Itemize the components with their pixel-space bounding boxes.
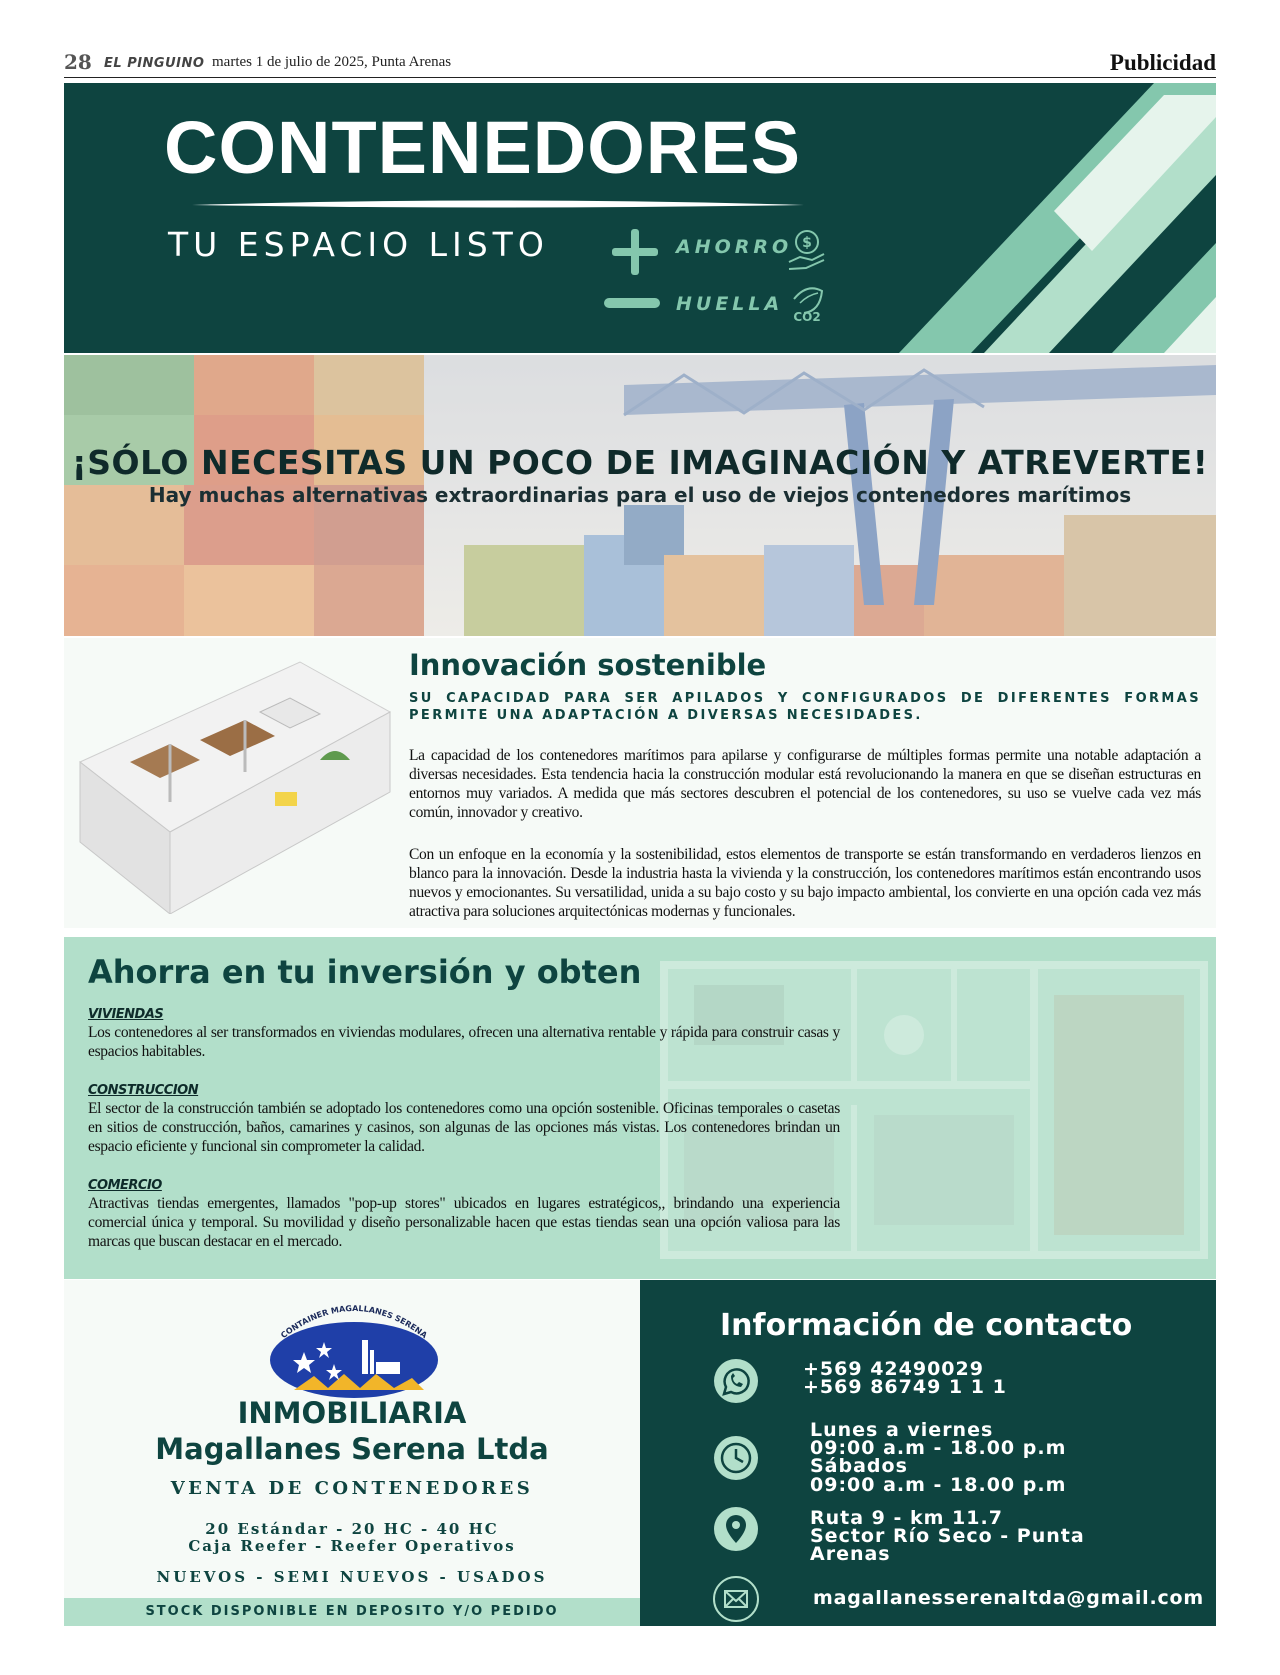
savings-section [64,937,1216,1279]
money-hand-icon [786,226,828,272]
innovation-title: Innovación sostenible [409,648,767,682]
whatsapp-icon [712,1357,760,1405]
phone-number-1[interactable]: +569 42490029 [803,1358,984,1380]
innovation-lead: SU CAPACIDAD PARA SER APILADOS Y CONFIGURADOS DE DIFERENTES FORMAS PERMITE UNA ADAPTACIÓN A DIVERSAS NECESIDADES. [409,691,1201,723]
savings-item-heading: VIVIENDAS [88,1007,164,1022]
innovation-section [64,638,1216,928]
container-models-line1: 20 Estándar - 20 HC - 40 HC [205,1520,499,1538]
company-logo [264,1290,444,1400]
contact-title: Información de contacto [720,1308,1133,1343]
port-photo-banner [64,355,1216,636]
company-panel [64,1280,640,1622]
co2-text: CO2 [793,310,821,324]
savings-item-text: El sector de la construcción también se adoptado los contenedores como una opción sostenible. Oficinas temporales o casetas en sitios de construcción, baños, camarines y casinos, son algunas de las opciones más vistas. Los contenedores brindan un espacio eficiente y funcional sin comprometer la calidad. [88,1100,840,1155]
title-underline [192,200,804,210]
page-header [64,50,1216,78]
address-line2: Sector Río Seco - Punta Arenas [810,1525,1085,1565]
hours-weekday-label: Lunes a viernes [810,1419,994,1441]
savings-item-text: Los contenedores al ser transformados en viviendas modulares, ofrecen una alternativa rentable y rápida para construir casas y espacios habitables. [88,1024,840,1060]
savings-item-heading: COMERCIO [88,1178,162,1193]
section-label: Publicidad [1109,50,1216,75]
svg-text:$: $ [802,235,812,251]
mail-icon [712,1575,760,1623]
minus-icon [604,298,660,308]
company-name-line1: INMOBILIARIA [237,1396,467,1430]
phone-number-2[interactable]: +569 86749 1 1 1 [803,1376,1007,1398]
hours-saturday-label: Sábados [810,1455,908,1477]
banner-subheadline: Hay muchas alternativas extraordinarias para el uso de viejos contenedores marítimos [148,483,1132,507]
container-office-illustration [70,652,400,914]
hours-saturday: 09:00 a.m - 18.00 p.m [810,1474,1067,1496]
masthead-logo: EL PINGUINO [104,56,205,71]
container-conditions: NUEVOS - SEMI NUEVOS - USADOS [156,1568,548,1586]
address-line1: Ruta 9 - km 11.7 [810,1507,1003,1529]
hero-banner [64,83,1216,353]
location-pin-icon [712,1505,760,1553]
hero-subtitle: TU ESPACIO LISTO [168,225,549,264]
company-tagline: VENTA DE CONTENEDORES [170,1478,534,1499]
dateline: martes 1 de julio de 2025, Punta Arenas [212,54,452,70]
plus-icon [612,229,658,275]
savings-item-text: Atractivas tiendas emergentes, llamados "pop-up stores" ubicados en lugares estratégicos,, brindando una experiencia comercial única y temporal. Su movilidad y diseño personalizable hacen que estas tiendas sean una opción valiosa para las marcas que buscan destacar en el mercado. [88,1195,840,1250]
savings-item-heading: CONSTRUCCION [88,1083,199,1098]
savings-item-comercio [88,1178,840,1251]
savings-title: Ahorra en tu inversión y obten [88,953,642,991]
innovation-paragraph-2: Con un enfoque en la economía y la sostenibilidad, estos elementos de transporte se están transformando en verdaderos lienzos en blanco para la innovación. Desde la industria hasta la vivienda y la construcción, los contenedores marítimos están encontrando usos nuevos y emocionantes. Su versatilidad, unida a su bajo costo y su bajo impacto ambiental, los convierte en una opción cada vez más atractiva para soluciones arquitectónicas modernas y funcionales. [409,846,1201,920]
banner-headline: ¡SÓLO NECESITAS UN POCO DE IMAGINACIÓN Y ATREVERTE! [71,443,1209,482]
hero-title: CONTENEDORES [164,106,801,189]
clock-icon [712,1434,760,1482]
container-models-line2: Caja Reefer - Reefer Operativos [188,1537,516,1555]
hours-weekday: 09:00 a.m - 18.00 p.m [810,1437,1067,1459]
stock-banner: STOCK DISPONIBLE EN DEPOSITO Y/O PEDIDO [64,1598,640,1626]
savings-item-construccion [88,1083,840,1156]
co2-leaf-icon [784,283,830,325]
huella-label: HUELLA [676,293,784,315]
svg-text:CONTAINER MAGALLANES SERENA: CONTAINER MAGALLANES SERENA [279,1303,429,1341]
company-name-line2: Magallanes Serena Ltda [155,1432,549,1466]
contact-panel [640,1280,1216,1626]
savings-item-viviendas [88,1007,840,1061]
page-number: 28 [64,50,92,74]
email-address[interactable]: magallanesserenaltda@gmail.com [813,1587,1205,1609]
ahorro-label: AHORRO [676,236,793,258]
innovation-paragraph-1: La capacidad de los contenedores marítimos para apilarse y configurarse de múltiples formas permite una notable adaptación a diversas necesidades. Esta tendencia hacia la construcción modular está revolucionando la manera en que se diseñan estructuras en entornos muy variados. A medida que más sectores descubren el potencial de los contenedores, su uso se vuelve cada vez más común, innovador y creativo. [409,747,1201,821]
